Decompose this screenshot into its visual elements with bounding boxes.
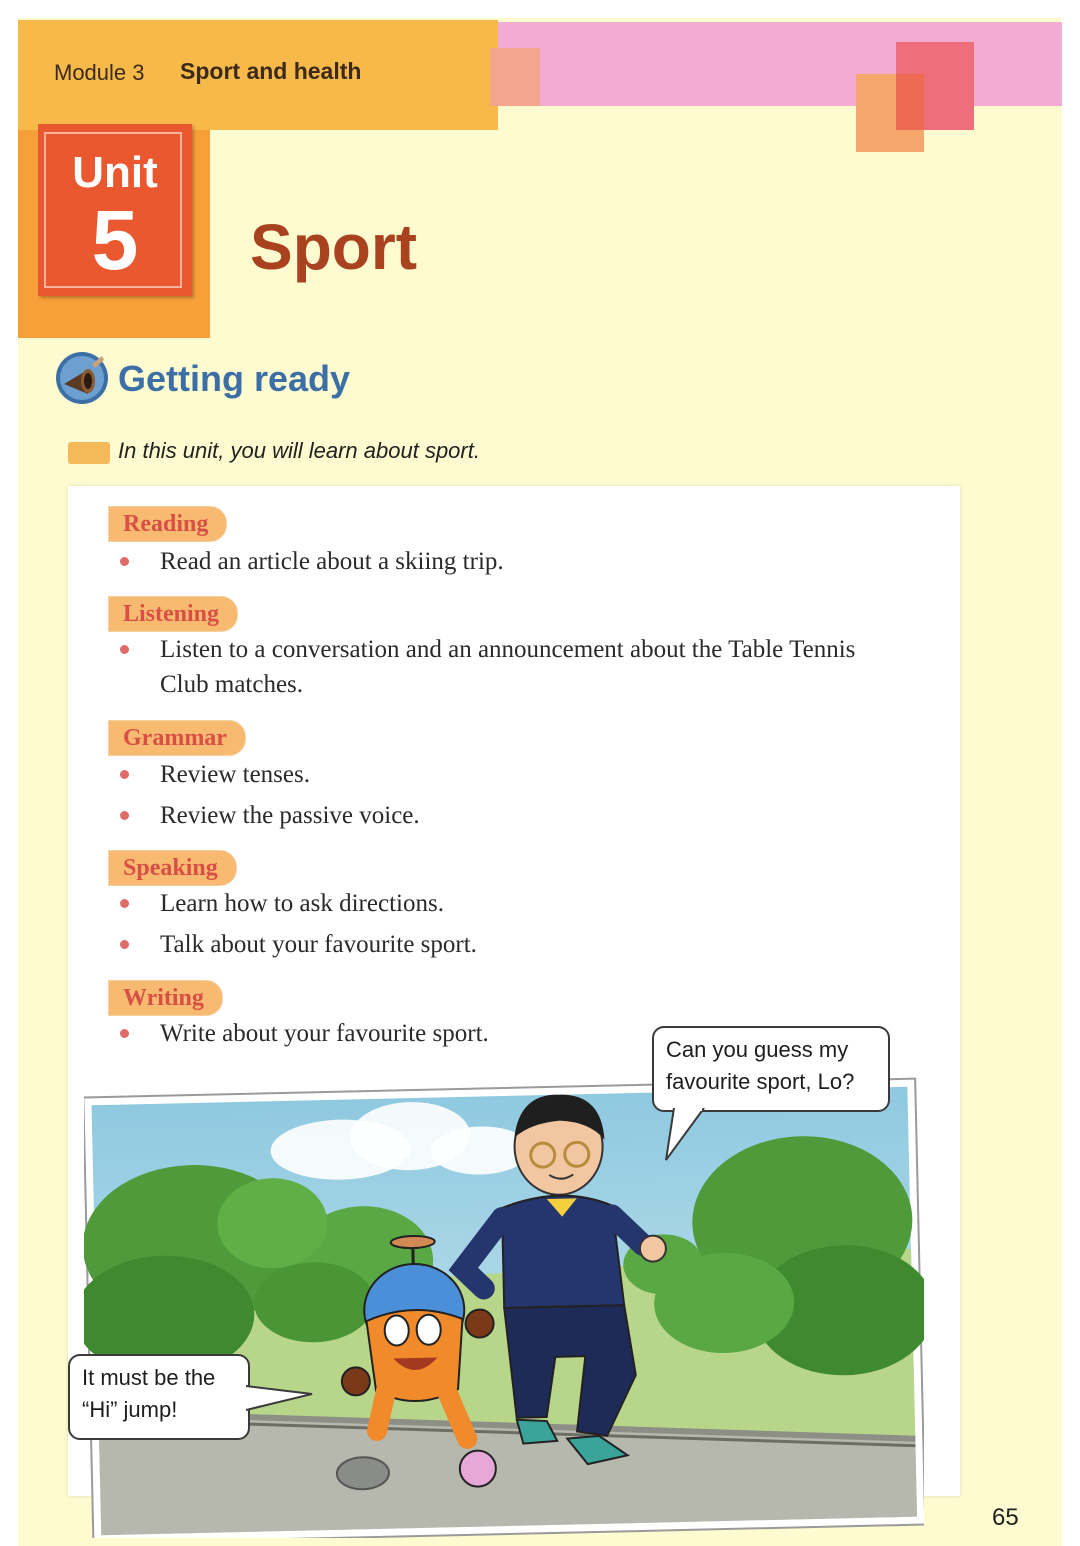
- list-item-text: Talk about your favourite sport.: [160, 931, 477, 958]
- unit-title: Sport: [250, 211, 418, 283]
- unit-number: 5: [91, 193, 139, 287]
- decor-pink-band: [490, 22, 1062, 106]
- bubble-line: favourite sport, Lo?: [666, 1069, 855, 1094]
- top-margin: [0, 0, 1080, 18]
- intro-text: In this unit, you will learn about sport.: [118, 438, 480, 463]
- bubble-tail: [246, 1380, 316, 1420]
- bullet-icon: [120, 1029, 129, 1038]
- bubble-line: “Hi” jump!: [82, 1397, 178, 1422]
- speech-bubble-robot: [68, 1354, 250, 1440]
- page-number: 65: [992, 1504, 1019, 1531]
- list-item-text: Review tenses.: [160, 761, 310, 788]
- park-illustration: [84, 1058, 924, 1538]
- intro-marker: [68, 442, 110, 464]
- bullet-icon: [120, 899, 129, 908]
- list-item-text: Review the passive voice.: [160, 802, 420, 829]
- right-margin: [1062, 0, 1080, 1546]
- section-tag-grammar: Grammar: [108, 720, 246, 756]
- unit-word: Unit: [72, 148, 158, 197]
- left-margin: [0, 0, 18, 1546]
- decor-overlap-block: [490, 48, 540, 106]
- bullet-icon: [120, 940, 129, 949]
- unit-badge: [38, 124, 192, 296]
- list-item-text: Read an article about a skiing trip.: [160, 548, 504, 575]
- bullet-icon: [120, 645, 129, 654]
- section-tag-speaking: Speaking: [108, 850, 237, 886]
- module-label: Module 3: [54, 60, 145, 85]
- bubble-tail: [660, 1108, 720, 1164]
- unit-badge-frame: [44, 132, 182, 288]
- decor-overlap-square: [896, 74, 924, 130]
- bullet-icon: [120, 811, 129, 820]
- bubble-line: It must be the: [82, 1365, 216, 1390]
- bubble-line: Can you guess my: [666, 1037, 849, 1062]
- bullet-icon: [120, 557, 129, 566]
- bullet-icon: [120, 770, 129, 779]
- section-tag-reading: Reading: [108, 506, 227, 542]
- speech-bubble-boy: [652, 1026, 890, 1112]
- list-item-text: Write about your favourite sport.: [160, 1020, 489, 1047]
- list-item-text: Learn how to ask directions.: [160, 890, 444, 917]
- section-tag-listening: Listening: [108, 596, 238, 632]
- getting-ready-title: Getting ready: [118, 358, 351, 399]
- section-tag-writing: Writing: [108, 980, 223, 1016]
- module-title: Sport and health: [180, 58, 362, 84]
- list-item-text: Listen to a conversation and an announcement about the Table Tennis Club matches.: [160, 636, 856, 698]
- speaker-horn-icon: [54, 350, 110, 406]
